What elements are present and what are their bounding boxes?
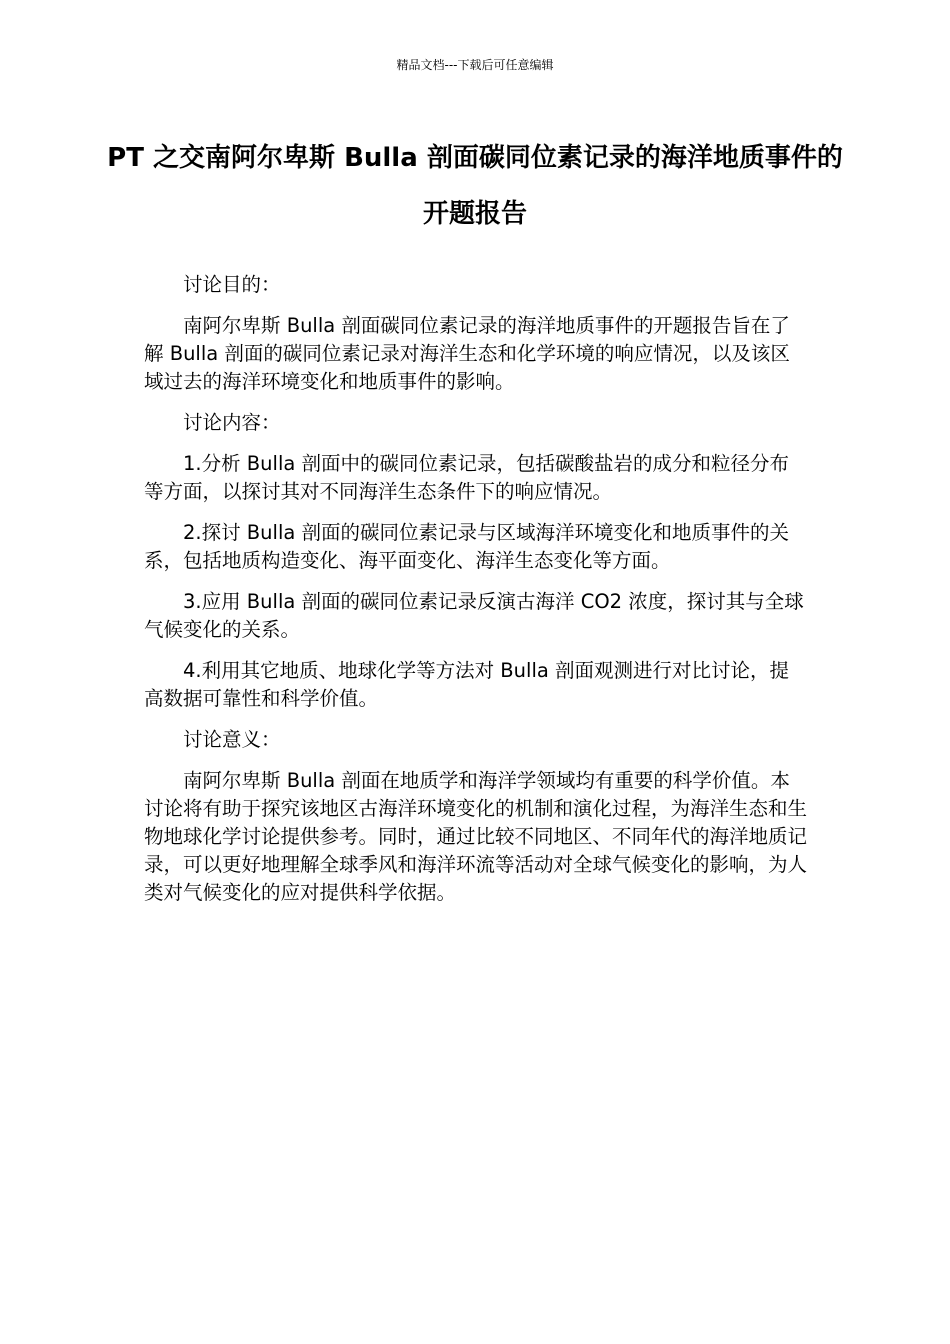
purpose-heading: 讨论目的： <box>183 273 281 296</box>
content-item-4: 4.利用其它地质、地球化学等方法对 Bulla 剖面观测进行对比讨论，提高数据可靠性和科学价值。 <box>144 659 790 710</box>
significance-paragraph: 南阿尔卑斯 Bulla 剖面在地质学和海洋学领域均有重要的科学价值。本讨论将有助于探究该地区古海洋环境变化的机制和演化过程，为海洋生态和生物地球化学讨论提供参考。同时，通过比较不同地区、不同年代的海洋地质记录，可以更好地理解全球季风和海洋环流等活动对全球气候变化的影响，为人类对气候变化的应对提供科学依据。 <box>144 769 808 904</box>
header-note: 精品文档---下载后可任意编辑 <box>396 58 554 72</box>
content-heading: 讨论内容： <box>183 411 281 434</box>
content-item-2: 2.探讨 Bulla 剖面的碳同位素记录与区域海洋环境变化和地质事件的关系，包括地质构造变化、海平面变化、海洋生态变化等方面。 <box>144 521 790 572</box>
content-item-1: 1.分析 Bulla 剖面中的碳同位素记录，包括碳酸盐岩的成分和粒径分布等方面，以探讨其对不同海洋生态条件下的响应情况。 <box>144 452 790 503</box>
content-item-3: 3.应用 Bulla 剖面的碳同位素记录反演古海洋 CO2 浓度，探讨其与全球气候变化的关系。 <box>144 590 804 641</box>
significance-heading: 讨论意义： <box>183 728 281 751</box>
document-body <box>144 271 808 920</box>
document-title: PT 之交南阿尔卑斯 Bulla 剖面碳同位素记录的海洋地质事件的开题报告 <box>107 143 843 229</box>
purpose-paragraph: 南阿尔卑斯 Bulla 剖面碳同位素记录的海洋地质事件的开题报告旨在了解 Bulla 剖面的碳同位素记录对海洋生态和化学环境的响应情况，以及该区域过去的海洋环境变化和地质事件的影响。 <box>144 314 790 393</box>
